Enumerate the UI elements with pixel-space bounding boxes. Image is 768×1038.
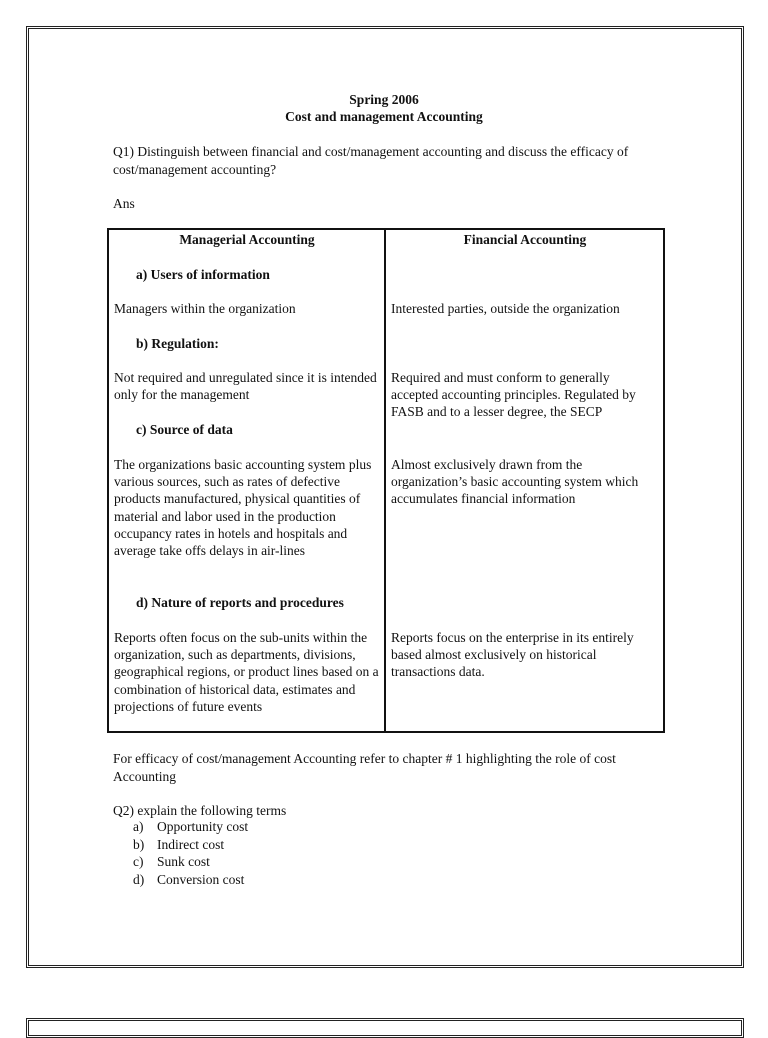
question-2: Q2) explain the following terms [113, 803, 287, 818]
managerial-regulation: Not required and unregulated since it is intended only for the management [114, 370, 377, 403]
next-page-border [26, 1018, 744, 1038]
comparison-table [107, 228, 665, 733]
list-item: a) Opportunity cost [133, 819, 249, 834]
section-heading-users: a) Users of information [136, 267, 270, 282]
section-heading-source: c) Source of data [136, 422, 233, 437]
question-1: Q1) Distinguish between financial and cost/management accounting and discuss the efficacy of cost/management accounting? [113, 144, 629, 177]
list-item: b) Indirect cost [133, 836, 225, 852]
section-heading-reports: d) Nature of reports and procedures [136, 595, 344, 610]
column-header-financial: Financial Accounting [463, 232, 587, 247]
section-heading-regulation: b) Regulation: [136, 336, 219, 351]
column-header-managerial: Managerial Accounting [179, 232, 315, 247]
financial-regulation: Required and must conform to generally accepted accounting principles. Regulated by FASB and to a lesser degree, the SECP [391, 370, 636, 420]
financial-users: Interested parties, outside the organization [391, 301, 620, 316]
answer-label: Ans [113, 196, 135, 211]
efficacy-note: For efficacy of cost/management Accounting refer to chapter # 1 highlighting the role of cost Accounting [113, 751, 616, 784]
financial-reports: Reports focus on the enterprise in its entirely based almost exclusively on historical transactions data. [391, 630, 634, 680]
page-subtitle: Cost and management Accounting [285, 109, 483, 124]
financial-column [385, 229, 664, 732]
managerial-reports: Reports often focus on the sub-units within the organization, such as departments, divisions, geographical regions, or product lines based on a combination of historical data, estimates and projections of future events [114, 630, 379, 714]
managerial-users: Managers within the organization [114, 301, 296, 316]
list-item: c) Sunk cost [133, 854, 210, 869]
list-item: d) Conversion cost [133, 871, 245, 887]
terms-list [133, 818, 248, 888]
page-title: Spring 2006 [349, 92, 419, 107]
managerial-column [108, 229, 385, 732]
managerial-source: The organizations basic accounting system plus various sources, such as rates of defective products manufactured, physical quantities of material and labor used in the production occupancy rates in hotels and hospitals and average take offs delays in air-lines [114, 457, 372, 559]
financial-source: Almost exclusively drawn from the organization’s basic accounting system which accumulates financial information [391, 457, 639, 507]
